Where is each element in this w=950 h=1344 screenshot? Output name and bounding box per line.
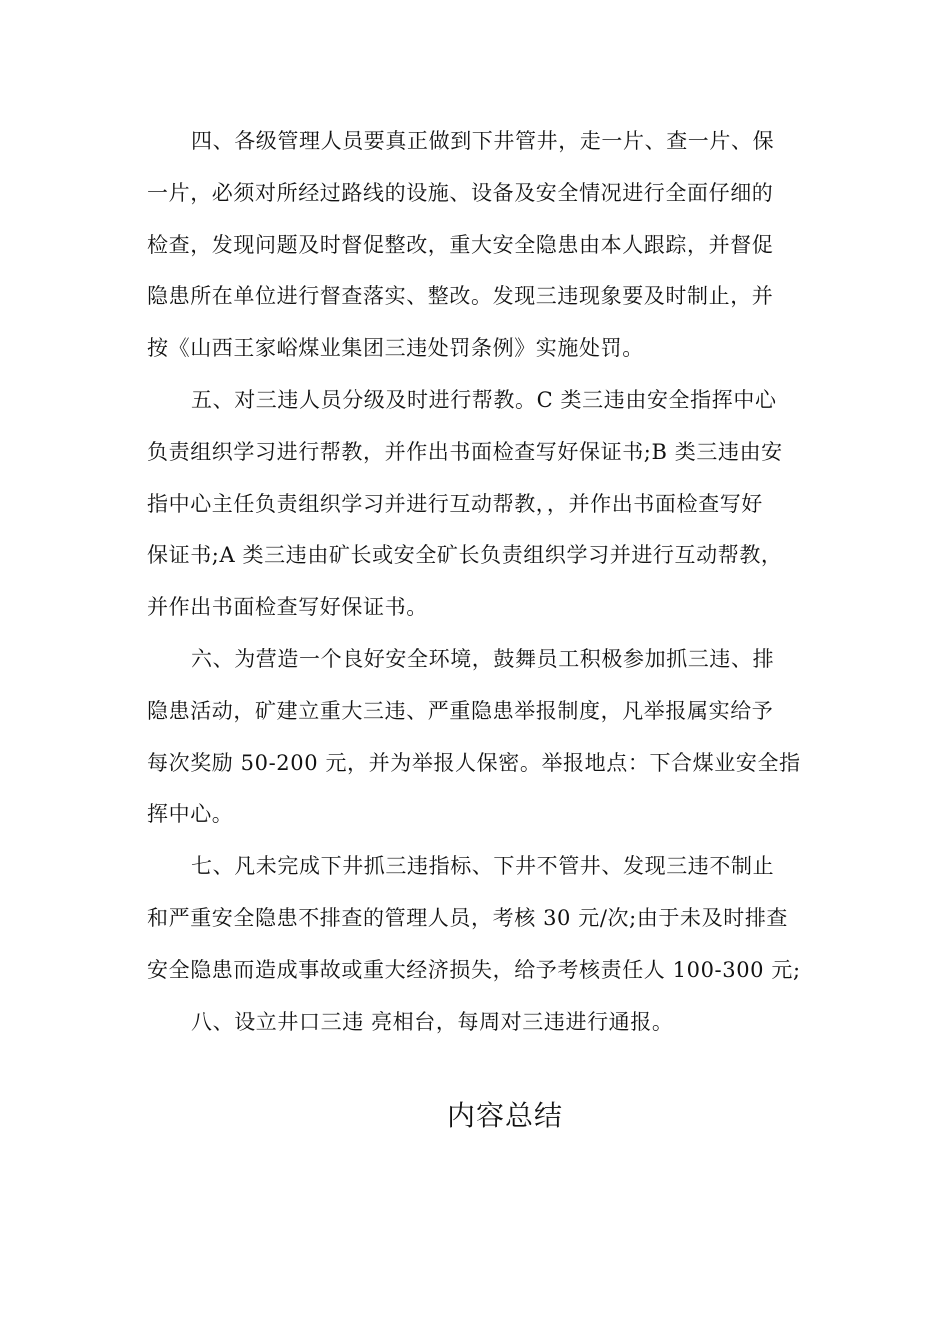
para-7-line-2: 和严重安全隐患不排查的管理人员，考核 30 元/次;由于未及时排查 (147, 905, 789, 930)
para-5-line-5: 并作出书面检查写好保证书。 (147, 595, 428, 620)
para-5-line-3: 指中心主任负责组织学习并进行互动帮教，，并作出书面检查写好 (147, 491, 763, 516)
summary-heading: 内容总结 (446, 1099, 563, 1132)
para-5-line-2: 负责组织学习进行帮教，并作出书面检查写好保证书;B 类三违由安 (147, 439, 783, 464)
para-6-line-2: 隐患活动，矿建立重大三违、严重隐患举报制度，凡举报属实给予 (147, 698, 774, 723)
para-6-line-1: 六、为营造一个良好安全环境，鼓舞员工积极参加抓三违、排 (191, 646, 775, 671)
para-5-line-1: 五、对三违人员分级及时进行帮教。C 类三违由安全指挥中心 (191, 387, 777, 412)
para-6-line-4: 挥中心。 (147, 802, 234, 827)
para-7-line-3: 安全隐患而造成事故或重大经济损失，给予考核责任人 100-300 元; (147, 957, 801, 982)
para-4-line-4: 隐患所在单位进行督查落实、整改。发现三违现象要及时制止，并 (147, 284, 774, 309)
para-4-line-2: 一片，必须对所经过路线的设施、设备及安全情况进行全面仔细的 (147, 180, 774, 205)
para-8-line-1: 八、设立井口三违 亮相台，每周对三违进行通报。 (191, 1009, 674, 1034)
para-4-line-5: 按《山西王家峪煤业集团三违处罚条例》实施处罚。 (147, 336, 644, 361)
para-6-line-3: 每次奖励 50-200 元，并为举报人保密。举报地点：下合煤业安全指 (147, 750, 801, 775)
para-7-line-1: 七、凡未完成下井抓三违指标、下井不管井、发现三违不制止 (191, 854, 775, 879)
document-body (147, 116, 802, 1048)
para-5-line-4: 保证书;A 类三违由矿长或安全矿长负责组织学习并进行互动帮教， (147, 543, 783, 568)
para-4-line-3: 检查，发现问题及时督促整改，重大安全隐患由本人跟踪，并督促 (147, 232, 774, 257)
para-4-line-1: 四、各级管理人员要真正做到下井管井，走一片、查一片、保 (191, 129, 775, 153)
